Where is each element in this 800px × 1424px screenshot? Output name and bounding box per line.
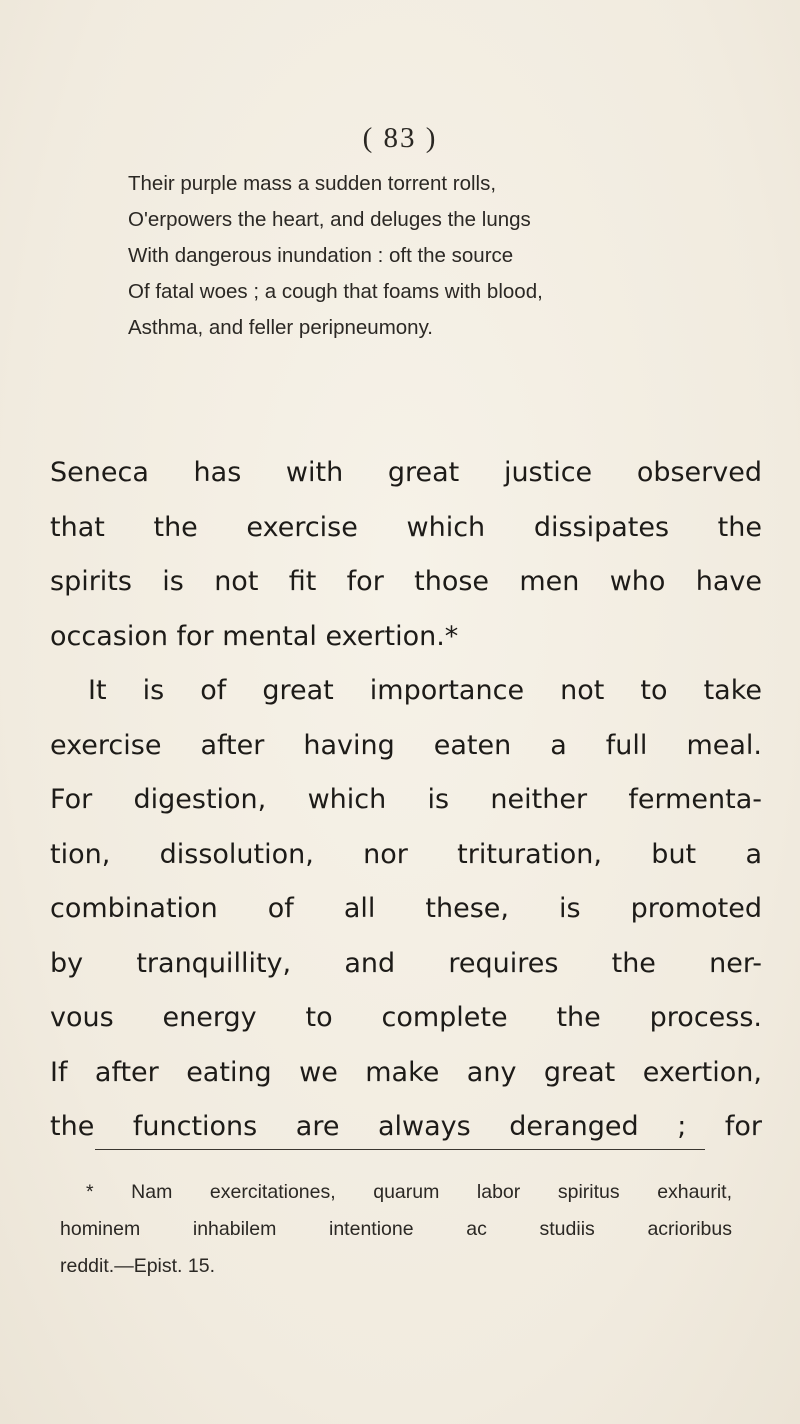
verse-line: Of fatal woes ; a cough that foams with blood,	[128, 280, 543, 303]
body-line: exercise after having eaten a full meal.	[50, 729, 762, 761]
verse-line: Asthma, and feller peripneumony.	[128, 316, 434, 339]
footnote-line: hominem inhabilem intentione ac studiis acrioribus	[60, 1218, 732, 1240]
footnote-line: reddit.—Epist. 15.	[60, 1255, 215, 1277]
body-line: occasion for mental exertion.*	[50, 620, 459, 652]
body-text	[50, 446, 762, 1155]
verse-line: Their purple mass a sudden torrent rolls,	[128, 172, 497, 195]
footnote-divider	[95, 1149, 705, 1150]
verse-line: With dangerous inundation : oft the source	[128, 244, 514, 267]
body-line: the functions are always deranged ; for	[50, 1111, 762, 1142]
verse-line: O'erpowers the heart, and deluges the lungs	[128, 208, 531, 231]
body-line: If after eating we make any great exertion,	[50, 1056, 762, 1088]
footnote-line: * Nam exercitationes, quarum labor spiritus exhaurit,	[86, 1181, 732, 1203]
body-line: by tranquillity, and requires the ner-	[50, 947, 762, 979]
body-line: that the exercise which dissipates the	[50, 511, 762, 543]
page-number: ( 83 )	[362, 122, 438, 154]
body-line: It is of great importance not to take	[88, 675, 762, 706]
footnote	[60, 1174, 732, 1285]
body-line: combination of all these, is promoted	[50, 893, 762, 924]
body-line: spirits is not fit for those men who have	[50, 566, 762, 597]
body-line: For digestion, which is neither fermenta-	[50, 784, 762, 815]
body-line: vous energy to complete the process.	[50, 1002, 762, 1033]
verse-quotation	[128, 166, 748, 346]
body-line: Seneca has with great justice observed	[50, 457, 762, 488]
body-line: tion, dissolution, nor trituration, but a	[50, 838, 762, 870]
